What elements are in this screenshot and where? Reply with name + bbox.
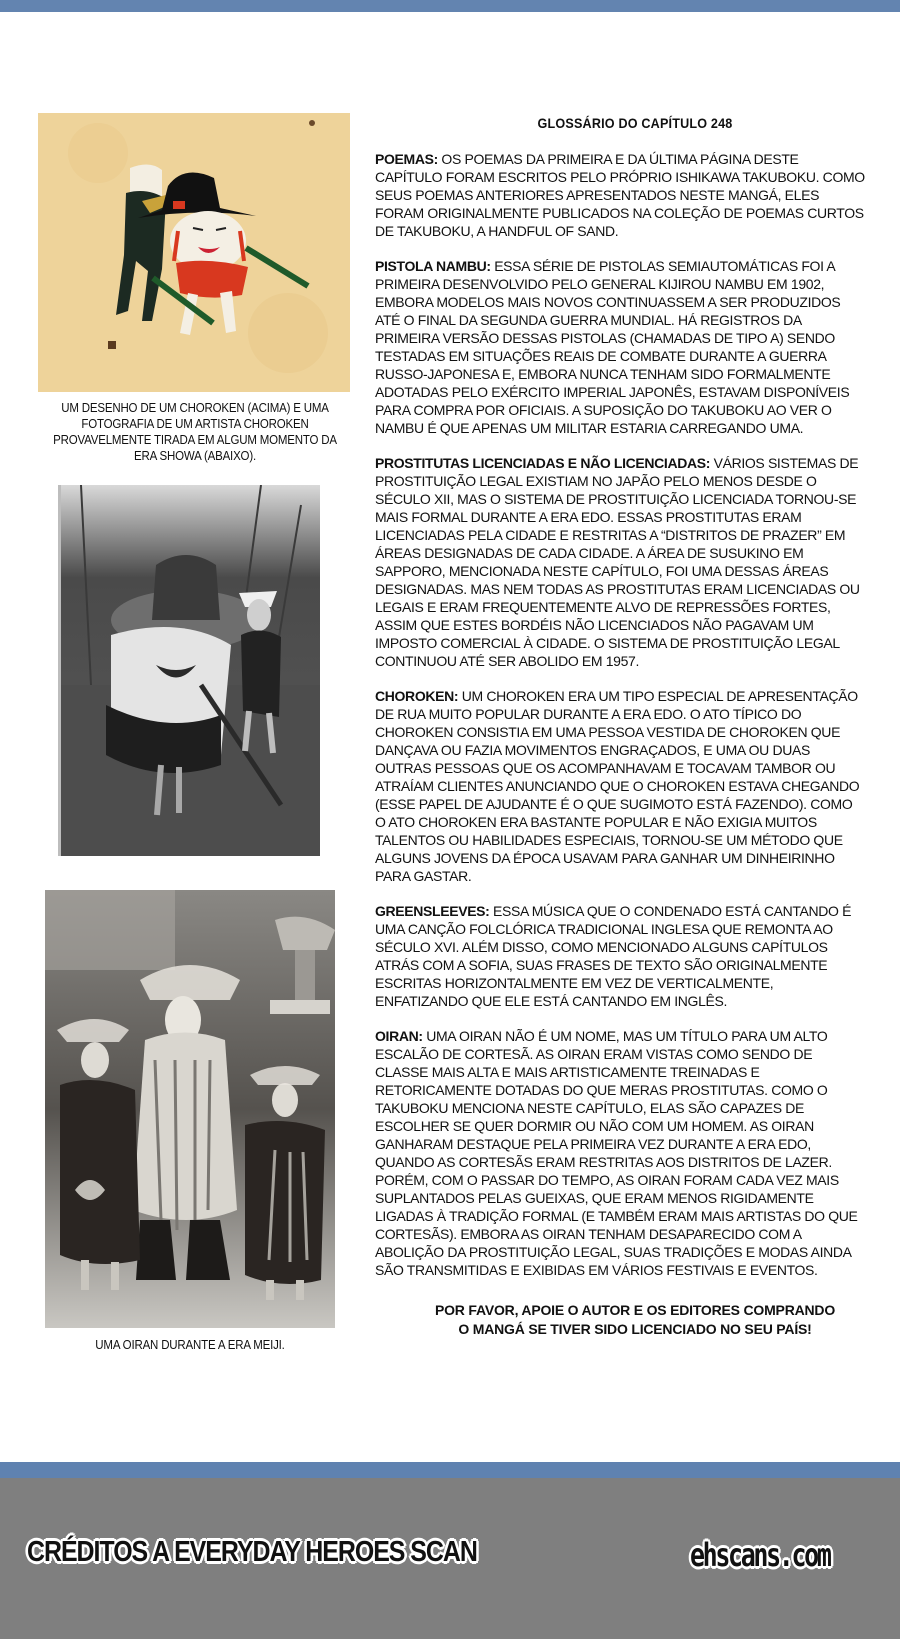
glossary-entry-prostitutas (375, 454, 865, 670)
glossary-entry-greensleeves (375, 902, 865, 1010)
glossary-term: OIRAN: (375, 1028, 423, 1044)
oiran-caption: UMA OIRAN DURANTE A ERA MEIJI. (95, 1338, 285, 1352)
glossary-definition: ESSA MÚSICA QUE O CONDENADO ESTÁ CANTANDO É UMA CANÇÃO FOLCLÓRICA TRADICIONAL INGLESA QUE REMONTA AO SÉCULO XVI. ALÉM DISSO, COMO MENCIONADO ALGUNS CAPÍTULOS ATRÁS COM A SOFIA, SUAS FRASES DE TEXTO SÃO ORIGINALMENTE ESCRITAS HORIZONTALMENTE EM VEZ DE VERTICALMENTE, ENFATIZANDO QUE ELE ESTÁ CANTANDO EM INGLÊS. (375, 903, 852, 1009)
glossary-definition: OS POEMAS DA PRIMEIRA E DA ÚLTIMA PÁGINA DESTE CAPÍTULO FORAM ESCRITOS PELO PRÓPRIO ISHIKAWA TAKUBOKU. COMO SEUS POEMAS ANTERIORES APRESENTADOS NESTE MANGÁ, ELES FORAM ORIGINALMENTE PUBLICADOS NA COLEÇÃO DE POEMAS CURTOS DE TAKUBOKU, A HANDFUL OF SAND. (375, 151, 865, 239)
glossary-entry-oiran (375, 1027, 865, 1279)
support-message-line-1: POR FAVOR, APOIE O AUTOR E OS EDITORES COMPRANDO (434, 1302, 836, 1318)
glossary-definition: UM CHOROKEN ERA UM TIPO ESPECIAL DE APRESENTAÇÃO DE RUA MUITO POPULAR DURANTE A ERA EDO. O ATO TÍPICO DO CHOROKEN CONSISTIA EM UMA PESSOA VESTIDA DE CHOROKEN QUE DANÇAVA OU FAZIA MOVIMENTOS ENGRAÇADOS, E UMA OU DUAS OUTRAS PESSOAS QUE OS ACOMPANHAVAM E TOCAVAM TAMBOR OU ATRAÍAM CLIENTES ANUNCIANDO QUE O CHOROKEN ESTAVA CHEGANDO (ESSE PAPEL DE AJUDANTE É O QUE SUGIMOTO ESTÁ FAZENDO). COMO O ATO CHOROKEN ERA BASTANTE POPULAR E NÃO EXIGIA MUITOS TALENTOS OU HABILIDADES ESPECIAIS, TORNOU-SE UM MÉTODO QUE ALGUNS JOVENS DA ÉPOCA USAVAM PARA GANHAR UM DINHEIRINHO PARA GASTAR. (375, 688, 860, 884)
glossary (375, 115, 865, 1339)
glossary-definition: UMA OIRAN NÃO É UM NOME, MAS UM TÍTULO PARA UM ALTO ESCALÃO DE CORTESÃ. AS OIRAN ERAM VISTAS COMO SENDO DE CLASSE MAIS ALTA E MAIS ARTISTICAMENTE TREINADAS E RETORICAMENTE DOTADAS DO QUE MERAS PROSTITUTAS. COMO O TAKUBOKU MENCIONA NESTE CAPÍTULO, ELAS SÃO CAPAZES DE ESCOLHER SE QUER DORMIR OU NÃO COM UM HOMEM. AS OIRAN GANHARAM DESTAQUE PELA PRIMEIRA VEZ DURANTE A ERA EDO, QUANDO AS CORTESÃS ERAM RESTRITAS AOS DISTRITOS DE LAZER. PORÉM, COM O PASSAR DO TEMPO, AS OIRAN FORAM CADA VEZ MAIS SUPLANTADOS PELAS GUEIXAS, QUE ERAM MENOS RIGIDAMENTE LIGADAS À TRADIÇÃO FORMAL (E TAMBÉM ERAM MAIS ARTISTAS DO QUE CORTESÃS). EMBORA AS OIRAN TENHAM DESAPARECIDO COM A ABOLIÇÃO DA PROSTITUIÇÃO LEGAL, SUAS TRADIÇÕES E MODAS AINDA SÃO TRANSMITIDAS E EXIBIDAS EM VÁRIOS FESTIVAIS E EVENTOS. (375, 1028, 858, 1278)
footer-band (0, 1462, 900, 1478)
scan-credits: CRÉDITOS A EVERYDAY HEROES SCAN (27, 1536, 477, 1568)
glossary-term: PROSTITUTAS LICENCIADAS E NÃO LICENCIADAS: (375, 455, 711, 471)
support-message-line-2: O MANGÁ SE TIVER SIDO LICENCIADO NO SEU PAÍS! (458, 1321, 812, 1337)
site-watermark: ehscans.com (690, 1536, 830, 1574)
choroken-photo-image (58, 485, 320, 856)
oiran-photo-image (45, 890, 335, 1328)
glossary-definition: VÁRIOS SISTEMAS DE PROSTITUIÇÃO LEGAL EXISTIAM NO JAPÃO PELO MENOS DESDE O SÉCULO XII, MAS O SISTEMA DE PROSTITUIÇÃO LICENCIADA TORNOU-SE MAIS FORMAL DURANTE A ERA EDO. ESSAS PROSTITUTAS ERAM LICENCIADAS PELA CIDADE E RESTRITAS A “DISTRITOS DE PRAZER” EM ÁREAS DESIGNADAS DE CADA CIDADE. A ÁREA DE SUSUKINO EM SAPPORO, MENCIONADA NESTE CAPÍTULO, FOI UMA DESSAS ÁREAS DESIGNADAS. MAS NEM TODAS AS PROSTITUTAS ERAM LICENCIADAS OU LEGAIS E ERAM FREQUENTEMENTE ALVO DE REPRESSÕES FORTES, ASSIM QUE ESTES BORDÉIS NÃO LICENCIADOS NÃO PAGAVAM UM IMPOSTO COMERCIAL À CIDADE. O SISTEMA DE PROSTITUIÇÃO LEGAL CONTINUOU ATÉ SER ABOLIDO EM 1957. (375, 455, 860, 669)
choroken-drawing-image (38, 113, 350, 392)
support-message (405, 1301, 865, 1339)
top-bar (0, 0, 900, 12)
glossary-term: PISTOLA NAMBU: (375, 258, 491, 274)
glossary-term: GREENSLEEVES: (375, 903, 490, 919)
glossary-title: GLOSSÁRIO DO CAPÍTULO 248 (537, 115, 733, 131)
glossary-term: CHOROKEN: (375, 688, 459, 704)
glossary-entry-poemas (375, 150, 865, 240)
glossary-entry-pistola-nambu (375, 257, 865, 437)
glossary-term: POEMAS: (375, 151, 438, 167)
glossary-entry-choroken (375, 687, 865, 885)
choroken-caption: UM DESENHO DE UM CHOROKEN (ACIMA) E UMA FOTOGRAFIA DE UM ARTISTA CHOROKEN PROVAVELMENTE TIRADA EM ALGUM MOMENTO DA ERA SHOWA (ABAIXO). (53, 401, 337, 463)
glossary-definition: ESSA SÉRIE DE PISTOLAS SEMIAUTOMÁTICAS FOI A PRIMEIRA DESENVOLVIDO PELO GENERAL KIJIROU NAMBU EM 1902, EMBORA MODELOS MAIS NOVOS CONTINUASSEM A SER PRODUZIDOS ATÉ O FINAL DA SEGUNDA GUERRA MUNDIAL. HÁ REGISTROS DA PRIMEIRA VERSÃO DESSAS PISTOLAS (CHAMADAS DE TIPO A) SENDO TESTADAS EM SITUAÇÕES REAIS DE COMBATE DURANTE A GUERRA RUSSO-JAPONESA E, EMBORA NUNCA TENHAM SIDO FORMALMENTE ADOTADAS PELO EXÉRCITO IMPERIAL JAPONÊS, ESTAVAM DISPONÍVEIS PARA COMPRA POR OFICIAIS. A SUPOSIÇÃO DO TAKUBOKU AO VER O NAMBU É QUE APENAS UM MILITAR ESTARIA CARREGANDO UMA. (375, 258, 850, 436)
